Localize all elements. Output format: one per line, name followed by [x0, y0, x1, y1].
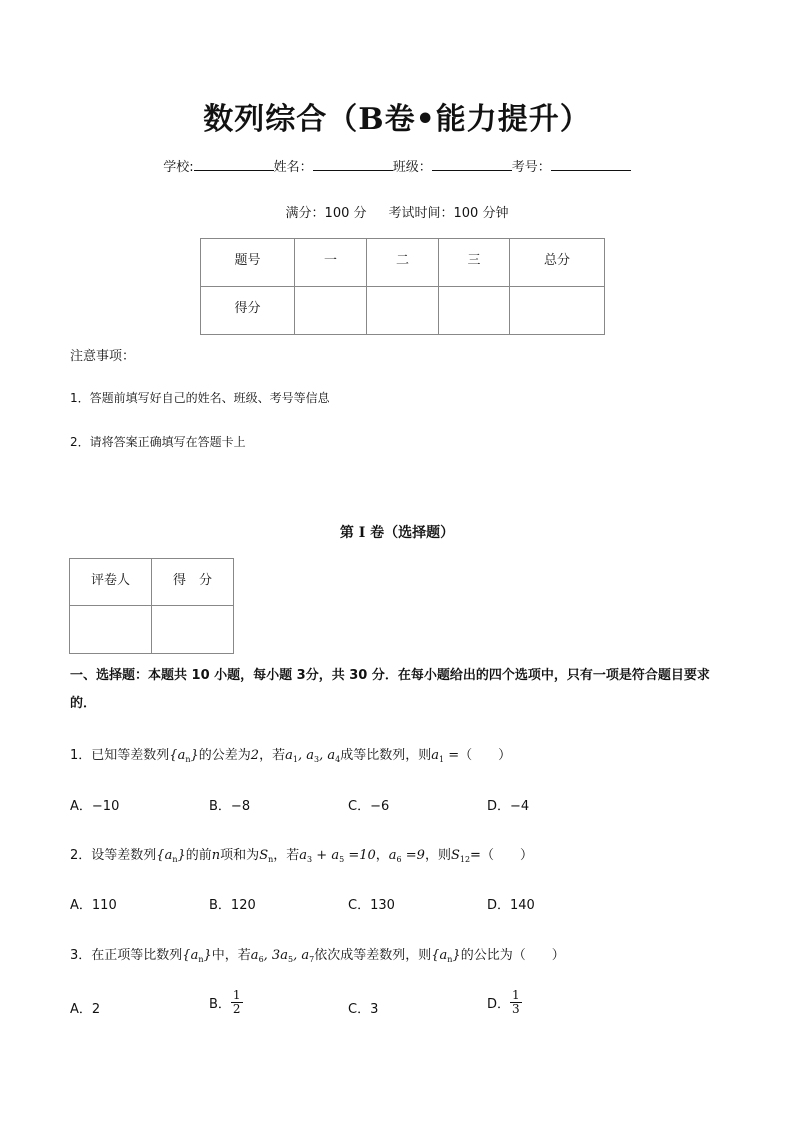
option[interactable]: C．−6: [348, 799, 390, 814]
question-number: 2．: [70, 848, 92, 863]
sequence-notation: $\{a_n\}$: [431, 948, 461, 964]
sequence-notation: $\{a_n\}$: [156, 848, 186, 864]
grader-cell[interactable]: [70, 606, 152, 654]
question-3: [70, 944, 565, 964]
question-text: 依次成等差数列，则: [314, 948, 432, 963]
option[interactable]: D． $\frac{1}{3}$: [487, 988, 520, 1016]
question-text: ，若: [259, 748, 286, 763]
note-item: 1．答题前填写好自己的姓名、班级、考号等信息: [70, 391, 330, 405]
score-table: [200, 238, 605, 335]
math-expression: $a_6 =9$: [388, 848, 425, 864]
question-text: 在正项等比数列: [91, 948, 183, 963]
name-label: 姓名：: [273, 160, 313, 175]
question-text: ，: [375, 848, 389, 863]
score-row-label: 得分: [201, 287, 295, 335]
score-cell[interactable]: [510, 287, 605, 335]
option[interactable]: D．−4: [487, 799, 530, 814]
score-cell[interactable]: [295, 287, 367, 335]
page-title: 数列综合（B卷•能力提升）: [203, 102, 591, 137]
fraction: $\frac{1}{3}$: [512, 988, 520, 1016]
section-instruction: 一、选择题：本题共 10 小题，每小题 3分，共 30 分．在每小题给出的四个选项中，只有一项是符合题目要求的．: [70, 668, 710, 711]
answer-term: $a_1$ =: [431, 748, 460, 764]
student-info-line: [0, 156, 794, 175]
math-value: 2: [250, 748, 260, 763]
question-text: ，若: [273, 848, 300, 863]
number-blank[interactable]: [551, 158, 631, 171]
grader-label: 评卷人: [70, 559, 152, 606]
notes-heading: 注意事项：: [70, 349, 136, 364]
question-text: 已知等差数列: [91, 748, 170, 763]
question-text: 项和为: [220, 848, 260, 863]
exam-time: 考试时间：100 分钟: [388, 206, 509, 221]
question-2: [70, 844, 533, 864]
score-cell[interactable]: [367, 287, 439, 335]
option[interactable]: C．3: [348, 1002, 379, 1017]
question-text: 的公差为: [198, 748, 251, 763]
full-score: 满分：100 分: [285, 206, 367, 221]
option[interactable]: A．110: [70, 898, 117, 913]
question-text: 设等差数列: [91, 848, 157, 863]
class-label: 班级：: [392, 160, 432, 175]
question-text: 中，若: [211, 948, 251, 963]
option[interactable]: C．130: [348, 898, 395, 913]
grader-table: [69, 558, 234, 654]
score-table-header: 二: [367, 239, 439, 287]
name-blank[interactable]: [313, 158, 393, 171]
question-number: 3．: [70, 948, 92, 963]
sequence-notation: $\{a_n\}$: [169, 748, 199, 764]
school-label: 学校:: [163, 160, 194, 175]
school-blank[interactable]: [194, 158, 274, 171]
terms-notation: $a_1$, $a_3$, $a_4$: [285, 748, 341, 764]
score-table-header: 题号: [201, 239, 295, 287]
option[interactable]: B． $\frac{1}{2}$: [209, 988, 241, 1016]
class-blank[interactable]: [432, 158, 512, 171]
option[interactable]: A．−10: [70, 799, 120, 814]
exam-meta: [0, 202, 794, 221]
grader-cell[interactable]: [152, 606, 234, 654]
score-table-header: 一: [295, 239, 367, 287]
number-label: 考号：: [511, 160, 551, 175]
math-expression: $a_3 + a_5 =10$: [299, 848, 376, 864]
option[interactable]: D．140: [487, 898, 535, 913]
note-item: 2．请将答案正确填写在答题卡上: [70, 435, 246, 449]
question-text: 成等比数列，则: [340, 748, 432, 763]
question-text: 的公比为（ ）: [460, 948, 565, 963]
question-text: =（ ）: [470, 848, 533, 863]
question-number: 1．: [70, 748, 92, 763]
sum-notation: $S_n$: [259, 848, 274, 864]
score-table-header: 总分: [510, 239, 605, 287]
sum-notation: $S_{12}$: [450, 848, 471, 864]
option[interactable]: B．−8: [209, 799, 251, 814]
question-text: 的前: [185, 848, 212, 863]
sequence-notation: $\{a_n\}$: [182, 948, 212, 964]
section-title: 第 I 卷（选择题）: [339, 525, 455, 541]
question-text: （ ）: [459, 748, 512, 763]
question-1: [70, 744, 511, 764]
fraction: $\frac{1}{2}$: [232, 988, 241, 1016]
score-table-header: 三: [439, 239, 510, 287]
math-value: n: [211, 848, 221, 863]
question-text: ，则: [424, 848, 451, 863]
option[interactable]: A．2: [70, 1002, 101, 1017]
grader-score-label: 得 分: [152, 559, 234, 606]
terms-notation: $a_6$, $3a_5$, $a_7$: [250, 948, 315, 964]
option[interactable]: B．120: [209, 898, 256, 913]
score-cell[interactable]: [439, 287, 510, 335]
